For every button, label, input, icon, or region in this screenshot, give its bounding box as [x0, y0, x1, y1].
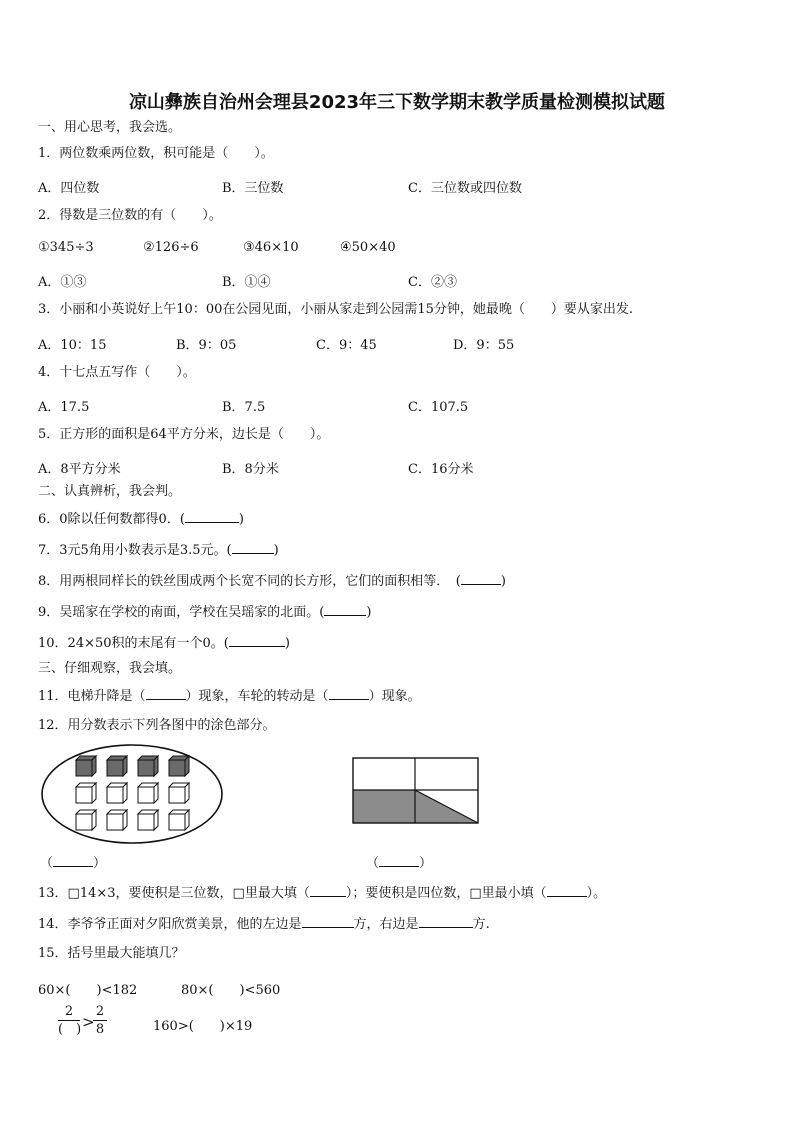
- q2-item-2: ②126÷6: [143, 240, 199, 255]
- q15-expr-4[interactable]: 160>( )×19: [153, 1019, 253, 1034]
- shaded-rect: [353, 790, 415, 823]
- fraction-denominator: ( ): [58, 1022, 82, 1037]
- question-10: [38, 634, 290, 652]
- q4-option-b[interactable]: B．7.5: [222, 400, 266, 415]
- answer-blank[interactable]: [310, 884, 346, 897]
- question-6: [38, 510, 244, 528]
- fraction-denominator: 8: [95, 1022, 105, 1037]
- q15-expr-1[interactable]: 60×( )<182: [38, 983, 138, 998]
- q1-option-b[interactable]: B．三位数: [222, 181, 284, 196]
- paren-close: ): [284, 636, 290, 651]
- question-14: [38, 915, 490, 933]
- q5-option-b[interactable]: B．8分米: [222, 462, 279, 477]
- paren-open: （: [40, 856, 54, 871]
- cube: [138, 810, 158, 830]
- answer-blank[interactable]: [146, 687, 186, 700]
- page-title: 凉山彝族自治州会理县2023年三下数学期末教学质量检测模拟试题: [128, 92, 666, 113]
- q3-option-d[interactable]: D．9：55: [453, 338, 515, 353]
- question-7-text: 7．3元5角用小数表示是3.5元。(: [38, 543, 232, 558]
- answer-blank[interactable]: [302, 915, 354, 928]
- question-1: 1．两位数乘两位数，积可能是（ ）。: [38, 146, 274, 161]
- q11-part-3: ）现象。: [368, 689, 421, 704]
- q13-part-3: ）。: [586, 886, 607, 901]
- fraction-left[interactable]: [58, 1004, 80, 1039]
- question-8-text: 8．用两根同样长的铁丝围成两个长宽不同的长方形，它们的面积相等． (: [38, 574, 461, 589]
- question-10-text: 10．24×50积的末尾有一个0。(: [38, 636, 229, 651]
- answer-blank[interactable]: [185, 510, 239, 523]
- greater-than-sign: >: [82, 1013, 95, 1031]
- q2-option-b[interactable]: B．①④: [222, 275, 271, 290]
- shaded-cube: [107, 756, 127, 776]
- fraction-numerator: 2: [58, 1004, 80, 1021]
- rectangle-figure: [352, 757, 480, 825]
- cube: [169, 783, 189, 803]
- q3-option-c[interactable]: C．9：45: [316, 338, 377, 353]
- q12-answer-2: [366, 852, 432, 871]
- paren-close: ): [273, 543, 279, 558]
- paren-close: ): [366, 605, 372, 620]
- answer-blank[interactable]: [229, 634, 285, 647]
- question-8: [38, 572, 506, 590]
- cube: [76, 810, 96, 830]
- answer-blank[interactable]: [419, 915, 473, 928]
- q4-option-c[interactable]: C．107.5: [408, 400, 469, 415]
- q14-part-2: 方，右边是: [353, 917, 419, 932]
- question-3: 3．小丽和小英说好上午10：00在公园见面，小丽从家走到公园需15分钟，她最晚（ ）要从家出发.: [38, 302, 634, 317]
- question-2: 2．得数是三位数的有（ ）。: [38, 208, 222, 223]
- q12-answer-1: [40, 852, 106, 871]
- question-13: [38, 884, 606, 902]
- question-15: 15．括号里最大能填几？: [38, 946, 185, 961]
- q2-option-c[interactable]: C．②③: [408, 275, 457, 290]
- q13-part-2: ）；要使积是四位数，□里最小填（: [345, 886, 547, 901]
- q3-option-a[interactable]: A．10：15: [38, 338, 107, 353]
- q14-part-3: 方.: [472, 917, 490, 932]
- oval-outline: [42, 745, 222, 843]
- paren-close: ): [238, 512, 244, 527]
- question-5: 5．正方形的面积是64平方分米，边长是（ ）。: [38, 427, 330, 442]
- answer-blank[interactable]: [324, 603, 366, 616]
- question-7: [38, 541, 279, 559]
- section-heading-1: 一、用心思考，我会选。: [38, 120, 182, 135]
- fraction-right: [93, 1004, 107, 1039]
- paren-close: ）: [93, 856, 107, 871]
- q1-option-c[interactable]: C．三位数或四位数: [408, 181, 522, 196]
- answer-blank[interactable]: [53, 854, 93, 867]
- q11-part-2: ）现象，车轮的转动是（: [185, 689, 329, 704]
- answer-blank[interactable]: [329, 687, 369, 700]
- answer-blank[interactable]: [232, 541, 274, 554]
- answer-blank[interactable]: [379, 854, 419, 867]
- section-heading-2: 二、认真辨析，我会判。: [38, 484, 182, 499]
- q13-part-1: 13．□14×3，要使积是三位数，□里最大填（: [38, 886, 310, 901]
- q2-option-a[interactable]: A．①③: [38, 275, 87, 290]
- cube: [107, 783, 127, 803]
- question-12: 12．用分数表示下列各图中的涂色部分。: [38, 718, 276, 733]
- q5-option-c[interactable]: C．16分米: [408, 462, 474, 477]
- cube-set-figure: [38, 742, 228, 846]
- shaded-cube: [76, 756, 96, 776]
- cube: [107, 810, 127, 830]
- section-heading-3: 三、仔细观察，我会填。: [38, 661, 182, 676]
- question-6-text: 6．0除以任何数都得0．(: [38, 512, 185, 527]
- paren-close: ): [500, 574, 506, 589]
- q5-option-a[interactable]: A．8平方分米: [38, 462, 121, 477]
- q14-part-1: 14．李爷爷正面对夕阳欣赏美景，他的左边是: [38, 917, 302, 932]
- shaded-cube: [169, 756, 189, 776]
- paren-open: （: [366, 856, 380, 871]
- question-9-text: 9．吴瑶家在学校的南面，学校在吴瑶家的北面。(: [38, 605, 325, 620]
- cube: [138, 783, 158, 803]
- question-4: 4．十七点五写作（ ）。: [38, 365, 196, 380]
- q3-option-b[interactable]: B．9：05: [176, 338, 237, 353]
- shaded-cube: [138, 756, 158, 776]
- cube: [169, 810, 189, 830]
- question-9: [38, 603, 371, 621]
- answer-blank[interactable]: [547, 884, 587, 897]
- q2-item-3: ③46×10: [243, 240, 299, 255]
- cube: [76, 783, 96, 803]
- q2-item-1: ①345÷3: [38, 240, 94, 255]
- q15-expr-2[interactable]: 80×( )<560: [181, 983, 281, 998]
- question-11: [38, 687, 421, 705]
- q4-option-a[interactable]: A．17.5: [38, 400, 90, 415]
- fraction-numerator: 2: [93, 1004, 107, 1021]
- paren-close: ）: [419, 856, 433, 871]
- q2-item-4: ④50×40: [340, 240, 396, 255]
- answer-blank[interactable]: [461, 572, 501, 585]
- q1-option-a[interactable]: A．四位数: [38, 181, 100, 196]
- q11-part-1: 11．电梯升降是（: [38, 689, 146, 704]
